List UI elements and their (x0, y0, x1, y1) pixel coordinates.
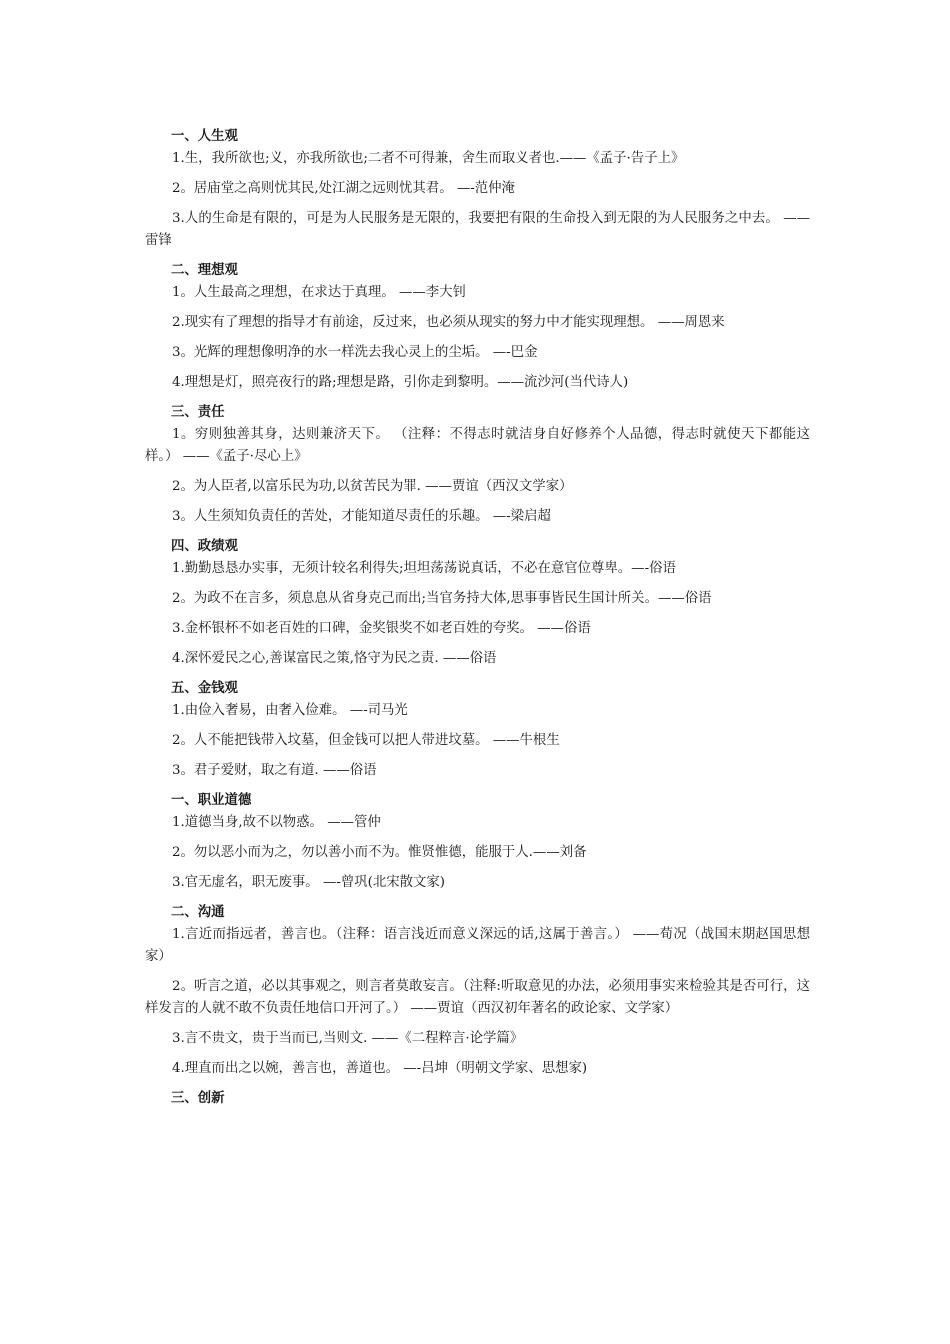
section (145, 902, 810, 1080)
section (145, 536, 810, 670)
quote-item: 2。居庙堂之高则忧其民,处江湖之远则忧其君。 —-范仲淹 (172, 181, 515, 196)
quote-item: 2。人不能把钱带入坟墓，但金钱可以把人带进坟墓。 ——牛根生 (172, 733, 560, 748)
quote-item: 3.金杯银杯不如老百姓的口碑，金奖银奖不如老百姓的夸奖。 ——俗语 (172, 621, 591, 636)
quote-item: 3.言不贵文，贵于当而已,当则文. ——《二程粹言·论学篇》 (172, 1031, 524, 1046)
section-heading: 四、政绩观 (171, 539, 238, 554)
quote-item: 1.言近而指远者，善言也。（注释：语言浅近而意义深远的话,这属于善言。） ——荀况（战国末期赵国思想家） (145, 927, 810, 964)
section (145, 126, 810, 252)
quote-item: 1。穷则独善其身，达则兼济天下。 （注释：不得志时就洁身自好修养个人品德，得志时就使天下都能这样。） ——《孟子·尽心上》 (145, 427, 810, 464)
quote-item: 1.由俭入奢易，由奢入俭难。 —-司马光 (172, 703, 408, 718)
section-heading: 五、金钱观 (171, 681, 238, 696)
quote-item: 1.道德当身,故不以物惑。 ——管仲 (172, 815, 381, 830)
quote-item: 2。听言之道，必以其事观之，则言者莫敢妄言。（注释:听取意见的办法，必须用事实来检验其是否可行，这样发言的人就不敢不负责任地信口开河了。） ——贾谊（西汉初年著名的政论家、文学家） (145, 979, 810, 1016)
section-heading: 二、理想观 (171, 263, 238, 278)
quote-item: 2.现实有了理想的指导才有前途，反过来，也必须从现实的努力中才能实现理想。 ——周恩来 (172, 315, 725, 330)
section (145, 402, 810, 528)
quote-item: 2。为人臣者,以富乐民为功,以贫苦民为罪. ——贾谊（西汉文学家） (172, 479, 573, 494)
quote-item: 1.勤勤恳恳办实事，无须计较名利得失;坦坦荡荡说真话，不必在意官位尊卑。—-俗语 (172, 561, 676, 576)
quote-item: 3。君子爱财，取之有道. ——俗语 (172, 763, 377, 778)
quote-item: 1.生，我所欲也;义，亦我所欲也;二者不可得兼，舍生而取义者也.——《孟子·告子上》 (172, 151, 685, 166)
section (145, 790, 810, 894)
section-heading: 二、沟通 (171, 905, 225, 920)
section-heading: 一、职业道德 (171, 793, 252, 808)
quote-item: 3。光辉的理想像明净的水一样洗去我心灵上的尘垢。 —-巴金 (172, 345, 538, 360)
quote-item: 2。勿以恶小而为之，勿以善小而不为。惟贤惟德，能服于人.——刘备 (172, 845, 587, 860)
quote-item: 4.理想是灯，照亮夜行的路;理想是路，引你走到黎明。——流沙河(当代诗人) (172, 375, 629, 390)
quote-item: 3。人生须知负责任的苦处，才能知道尽责任的乐趣。 —-梁启超 (172, 509, 551, 524)
section-heading: 一、人生观 (171, 129, 238, 144)
quote-item: 1。人生最高之理想，在求达于真理。 ——李大钊 (172, 285, 466, 300)
section (145, 260, 810, 394)
section (145, 1088, 810, 1110)
section-heading: 三、责任 (171, 405, 225, 420)
quote-item: 3.官无虚名，职无废事。 —-曾巩(北宋散文家) (172, 875, 446, 890)
section-heading: 三、创新 (171, 1091, 225, 1106)
quote-item: 4.理直而出之以婉，善言也，善道也。 —-吕坤（明朝文学家、思想家) (172, 1061, 588, 1076)
section (145, 678, 810, 782)
document-body (145, 126, 810, 1118)
quote-item: 4.深怀爱民之心,善谋富民之策,恪守为民之责. ——俗语 (172, 651, 497, 666)
quote-item: 3.人的生命是有限的，可是为人民服务是无限的，我要把有限的生命投入到无限的为人民服务之中去。 ——雷锋 (145, 211, 810, 248)
quote-item: 2。为政不在言多，须息息从省身克己而出;当官务持大体,思事事皆民生国计所关。——俗语 (172, 591, 712, 606)
